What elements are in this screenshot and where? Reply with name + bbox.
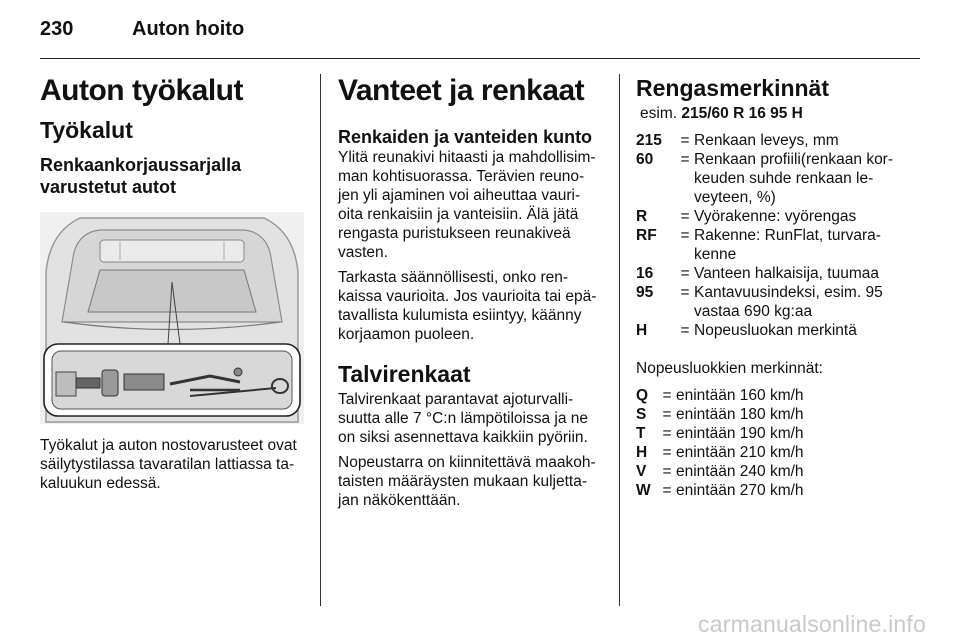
col2-title-2: Talvirenkaat xyxy=(338,361,471,387)
example-prefix: esim. xyxy=(640,105,678,122)
column-divider-2 xyxy=(619,74,620,606)
header-rule xyxy=(40,58,920,59)
speed-key: Q xyxy=(636,387,649,404)
marking-key: 60 xyxy=(636,151,654,168)
equals-sign: = xyxy=(680,227,690,244)
equals-sign: = xyxy=(662,406,672,423)
marking-key: R xyxy=(636,208,648,225)
col1-subsubtitle: Renkaankorjaussarjalla varustetut autot xyxy=(40,155,242,197)
speed-intro: Nopeusluokkien merkinnät: xyxy=(636,360,823,377)
speed-value: enintään 210 km/h xyxy=(676,444,804,461)
marking-key: 16 xyxy=(636,265,654,282)
equals-sign: = xyxy=(680,265,690,282)
speed-list xyxy=(636,386,922,500)
marking-value: Renkaan leveys, mm xyxy=(694,132,839,149)
equals-sign: = xyxy=(662,387,672,404)
marking-list xyxy=(636,131,922,340)
speed-key: W xyxy=(636,482,651,499)
col2-paragraph-1: Ylitä reunakivi hitaasti ja mahdollisim-man kohtisuorassa. Terävien reuno-jen yli ajaminen voi aiheuttaa vauri-oita renkaisiin ja vanteisiin. Älä jätä rengasta puristukseen reunakiveä vasten. xyxy=(338,149,596,261)
col1-subtitle: Työkalut xyxy=(40,117,133,143)
marking-value: Vyörakenne: vyörengas xyxy=(694,208,857,225)
equals-sign: = xyxy=(680,151,690,168)
equals-sign: = xyxy=(680,208,690,225)
page-header xyxy=(40,18,244,41)
speed-value: enintään 190 km/h xyxy=(676,425,804,442)
watermark: carmanualsonline.info xyxy=(698,611,926,637)
column-3 xyxy=(636,74,922,500)
speed-value: enintään 270 km/h xyxy=(676,482,804,499)
marking-key: 215 xyxy=(636,132,662,149)
speed-key: T xyxy=(636,425,646,442)
marking-value: Kantavuusindeksi, esim. 95 vastaa 690 kg:aa xyxy=(694,284,883,320)
equals-sign: = xyxy=(680,284,690,301)
col2-title: Vanteet ja renkaat xyxy=(338,74,585,107)
speed-value: enintään 160 km/h xyxy=(676,387,804,404)
col2-sub1: Renkaiden ja vanteiden kunto xyxy=(338,127,593,147)
column-divider-1 xyxy=(320,74,321,606)
equals-sign: = xyxy=(662,482,672,499)
equals-sign: = xyxy=(680,322,690,339)
speed-value: enintään 180 km/h xyxy=(676,406,804,423)
speed-key: S xyxy=(636,406,647,423)
equals-sign: = xyxy=(662,444,672,461)
equals-sign: = xyxy=(662,425,672,442)
marking-key: 95 xyxy=(636,284,654,301)
col2-paragraph-4: Nopeustarra on kiinnitettävä maakoh-taisten määräysten mukaan kuljetta-jan näkökenttään. xyxy=(338,454,596,509)
col3-title: Rengasmerkinnät xyxy=(636,75,830,101)
speed-key: V xyxy=(636,463,647,480)
example-code: 215/60 R 16 95 H xyxy=(681,105,803,122)
section-title: Auton hoito xyxy=(132,18,245,40)
marking-key: RF xyxy=(636,227,657,244)
tool-kit-caption: Työkalut ja auton nostovarusteet ovat säilytystilassa tavaratilan lattiassa ta-kaluukun edessä. xyxy=(40,437,297,492)
marking-value: Rakenne: RunFlat, turvara-kenne xyxy=(694,227,881,263)
col1-title: Auton työkalut xyxy=(40,74,243,107)
speed-value: enintään 240 km/h xyxy=(676,463,804,480)
col2-paragraph-2: Tarkasta säännöllisesti, onko ren-kaissa vaurioita. Jos vaurioita tai epä-tavallista kulumista esiintyy, käänny korjaamon puoleen. xyxy=(338,269,597,343)
marking-value: Renkaan profiili(renkaan kor-keuden suhde renkaan le-veyteen, %) xyxy=(694,151,894,206)
tool-kit-illustration xyxy=(40,212,304,424)
page-number: 230 xyxy=(40,18,74,40)
col2-paragraph-3: Talvirenkaat parantavat ajoturvalli-suutta alle 7 °C:n lämpötiloissa ja ne on siksi asennettava kaikkiin pyöriin. xyxy=(338,391,589,446)
tire-code-example xyxy=(636,104,922,123)
equals-sign: = xyxy=(680,132,690,149)
column-1 xyxy=(40,74,304,493)
marking-value: Vanteen halkaisija, tuumaa xyxy=(694,265,879,282)
column-2 xyxy=(338,74,604,510)
speed-key: H xyxy=(636,444,648,461)
marking-key: H xyxy=(636,322,648,339)
equals-sign: = xyxy=(662,463,672,480)
marking-value: Nopeusluokan merkintä xyxy=(694,322,857,339)
